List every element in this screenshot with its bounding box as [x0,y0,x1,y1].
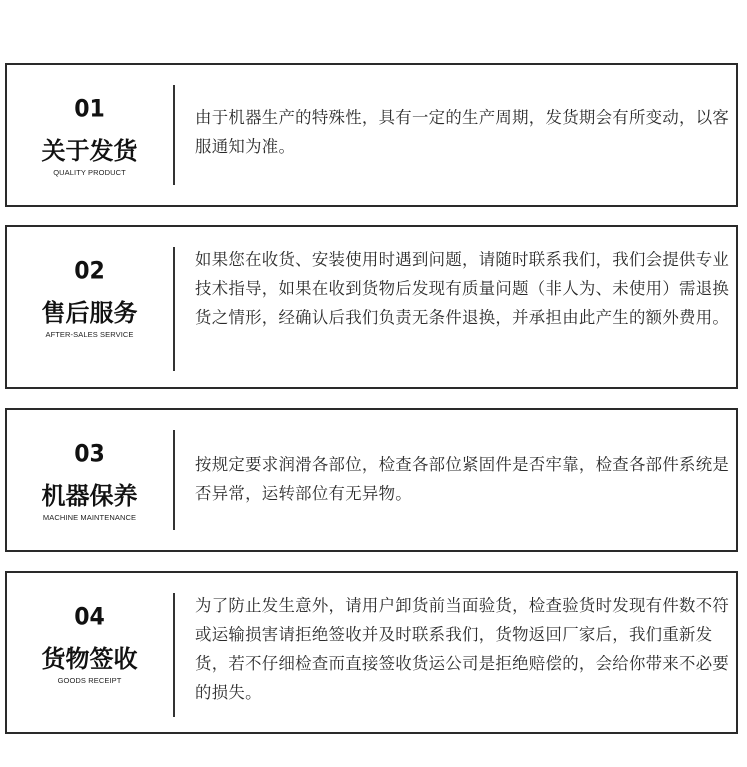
section-divider [173,593,175,717]
section-subtitle: MACHINE MAINTENANCE [42,513,137,522]
section-number: 03 [74,440,105,469]
section-subtitle: GOODS RECEIPT [57,676,122,685]
section-divider [173,85,175,185]
section-title: 货物签收 [41,645,138,673]
section-text: 为了防止发生意外，请用户卸货前当面验货，检查验货时发现有件数不符或运输损害请拒绝签收并及时联系我们，货物返回厂家后，我们重新发货，若不仔细检查而直接签收货运公司是拒绝赔偿的，会给你带来不必要的损失。 [195,596,730,702]
section-text: 如果您在收货、安装使用时遇到问题，请随时联系我们，我们会提供专业技术指导，如果在收到货物后发现有质量问题（非人为、未使用）需退换货之情形，经确认后我们负责无条件退换，并承担由此产生的额外费用。 [195,250,730,327]
section-title: 机器保养 [41,482,138,510]
section-number: 01 [74,95,105,124]
section-title: 售后服务 [41,299,138,327]
section-card-after-sales [5,225,738,389]
section-text: 由于机器生产的特殊性，具有一定的生产周期，发货期会有所变动，以客服通知为准。 [195,108,730,156]
section-subtitle: QUALITY PRODUCT [53,168,126,177]
section-divider [173,430,175,530]
section-heading [7,573,172,732]
section-title: 关于发货 [41,137,138,165]
section-heading [7,65,172,205]
section-divider [173,247,175,371]
section-number: 04 [74,603,105,632]
section-card-shipping [5,63,738,207]
section-card-goods-receipt [5,571,738,734]
section-card-maintenance [5,408,738,552]
section-number: 02 [74,257,105,286]
section-text: 按规定要求润滑各部位，检查各部位紧固件是否牢靠，检查各部件系统是否异常，运转部位有无异物。 [195,455,730,503]
section-subtitle: AFTER-SALES SERVICE [45,330,134,339]
section-heading [7,227,172,387]
section-heading [7,410,172,550]
